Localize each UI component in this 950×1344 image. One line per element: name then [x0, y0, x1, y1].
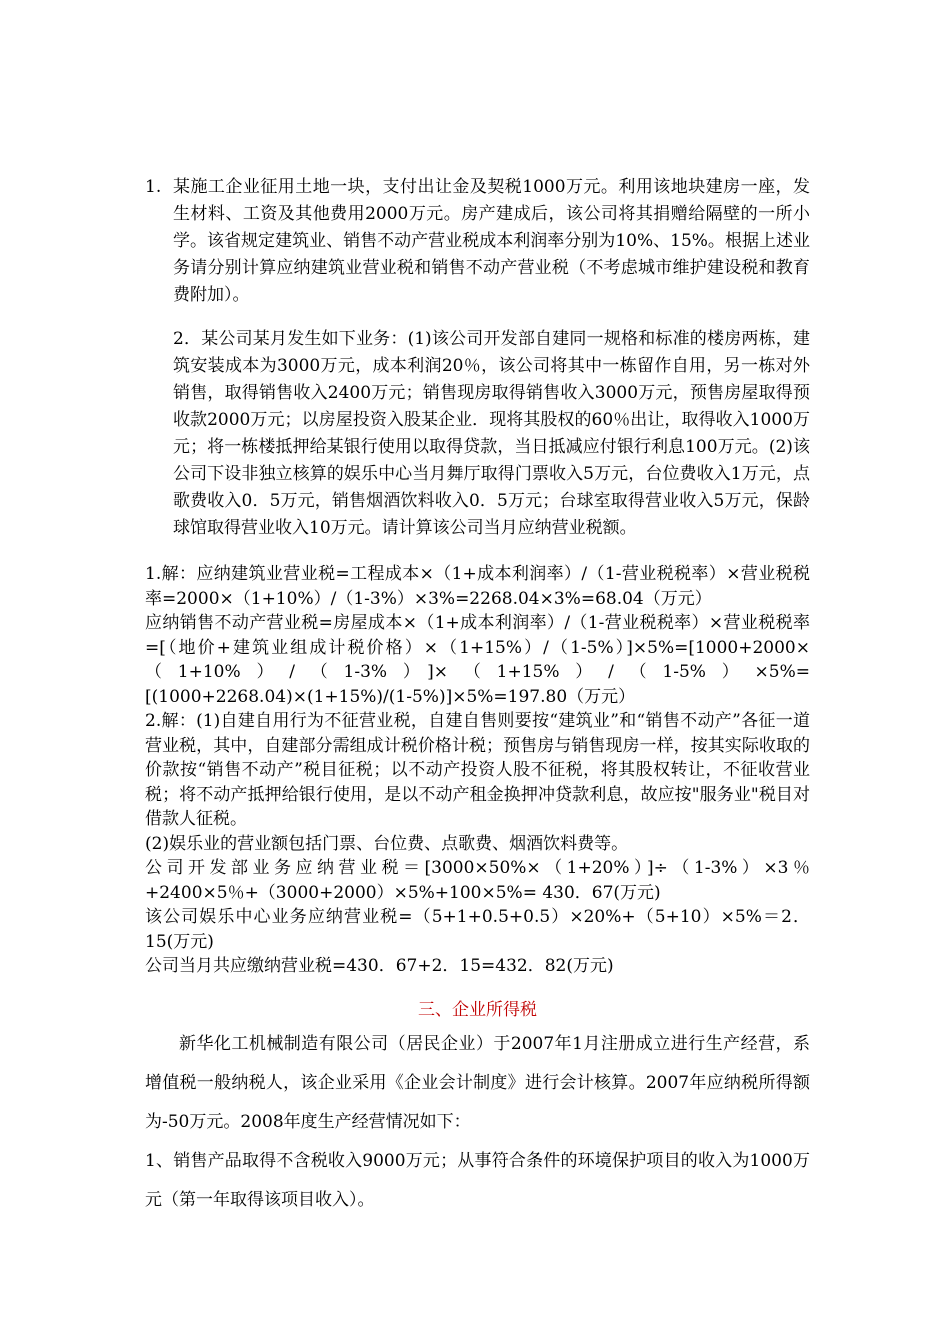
question-2: [145, 326, 810, 542]
answer-1-construction-tax: 1.解：应纳建筑业营业税=工程成本×（1+成本利润率）/（1-营业税税率）×营业税税率=2000×（1+10%）/（1-3%）×3%=2268.04×3%=68.04（万元）: [145, 564, 810, 609]
question-1: [145, 174, 810, 309]
question-1-number: 1.: [145, 177, 162, 197]
document-page: [145, 174, 810, 1220]
answer-2-explanation: 2.解：(1)自建自用行为不征营业税，自建自售则要按“建筑业”和“销售不动产”各征一道营业税，其中，自建部分需组成计税价格计税；预售房与销售现房一样，按其实际收取的价款按“销售不动产”税目征税；以不动产投资人股不征税，将其股权转让，不征收营业税；将不动产抵押给银行使用，是以不动产租金换押冲贷款利息，故应按"服务业"税目对借款人征税。: [145, 711, 810, 829]
question-2-text: 2．某公司某月发生如下业务：(1)该公司开发部自建同一规格和标准的楼房两栋，建筑安装成本为3000万元，成本利润20％，该公司将其中一栋留作自用，另一栋对外销售，取得销售收入2400万元；销售现房取得销售收入3000万元，预售房屋取得预收款2000万元；以房屋投资入股某企业．现将其股权的60％出让，取得收入1000万元；将一栋楼抵押给某银行使用以取得贷款，当日抵减应付银行利息100万元。(2)该公司下设非独立核算的娱乐中心当月舞厅取得门票收入5万元，台位费收入1万元，点歌费收入0．5万元，销售烟酒饮料收入0．5万元；台球室取得营业收入5万元，保龄球馆取得营业收入10万元。请计算该公司当月应纳营业税额。: [173, 329, 810, 538]
answer-2-total-tax: 公司当月共应缴纳营业税=430．67+2．15=432．82(万元): [145, 956, 614, 976]
answers-block: [145, 562, 810, 979]
question-1-text: 某施工企业征用土地一块，支付出让金及契税1000万元。利用该地块建房一座，发生材料、工资及其他费用2000万元。房产建成后，该公司将其捐赠给隔壁的一所小学。该省规定建筑业、销售不动产营业税成本利润率分别为10%、15%。根据上述业务请分别计算应纳建筑业营业税和销售不动产营业税（不考虑城市维护建设税和教育费附加）。: [173, 177, 810, 305]
section-3-intro: 新华化工机械制造有限公司（居民企业）于2007年1月注册成立进行生产经营，系增值税一般纳税人，该企业采用《企业会计制度》进行会计核算。2007年应纳税所得额为-50万元。2008年度生产经营情况如下：: [145, 1033, 810, 1132]
section-3-item-1: 1、销售产品取得不含税收入9000万元；从事符合条件的环境保护项目的收入为1000万元（第一年取得该项目收入）。: [145, 1150, 810, 1210]
answer-2-entertainment-tax: 该公司娱乐中心业务应纳营业税=（5+1+0.5+0.5）×20%+（5+10）×5%＝2．15(万元): [145, 907, 810, 952]
answer-2-entertainment-note: (2)娱乐业的营业额包括门票、台位费、点歌费、烟酒饮料费等。: [145, 833, 629, 854]
answer-2-development-tax: 公司开发部业务应纳营业税＝[3000×50%×（1+20%）]÷（1-3%）×3％+2400×5％+（3000+2000）×5%+100×5%= 430．67(万元): [145, 858, 810, 903]
section-heading: 三、企业所得税: [418, 999, 537, 1020]
section-3-body: [145, 1025, 810, 1220]
answer-1-real-estate-tax: 应纳销售不动产营业税=房屋成本×（1+成本利润率）/（1-营业税税率）×营业税税率=[（地价+建筑业组成计税价格）×（1+15%）/（1-5%）]×5%=[1000+2000×（1+10%）/（1-3%）]×（1+15%）/（1-5%）×5%=[(1000+2268.04)×(1+15%)/(1-5%)]×5%=197.80（万元）: [145, 613, 810, 707]
